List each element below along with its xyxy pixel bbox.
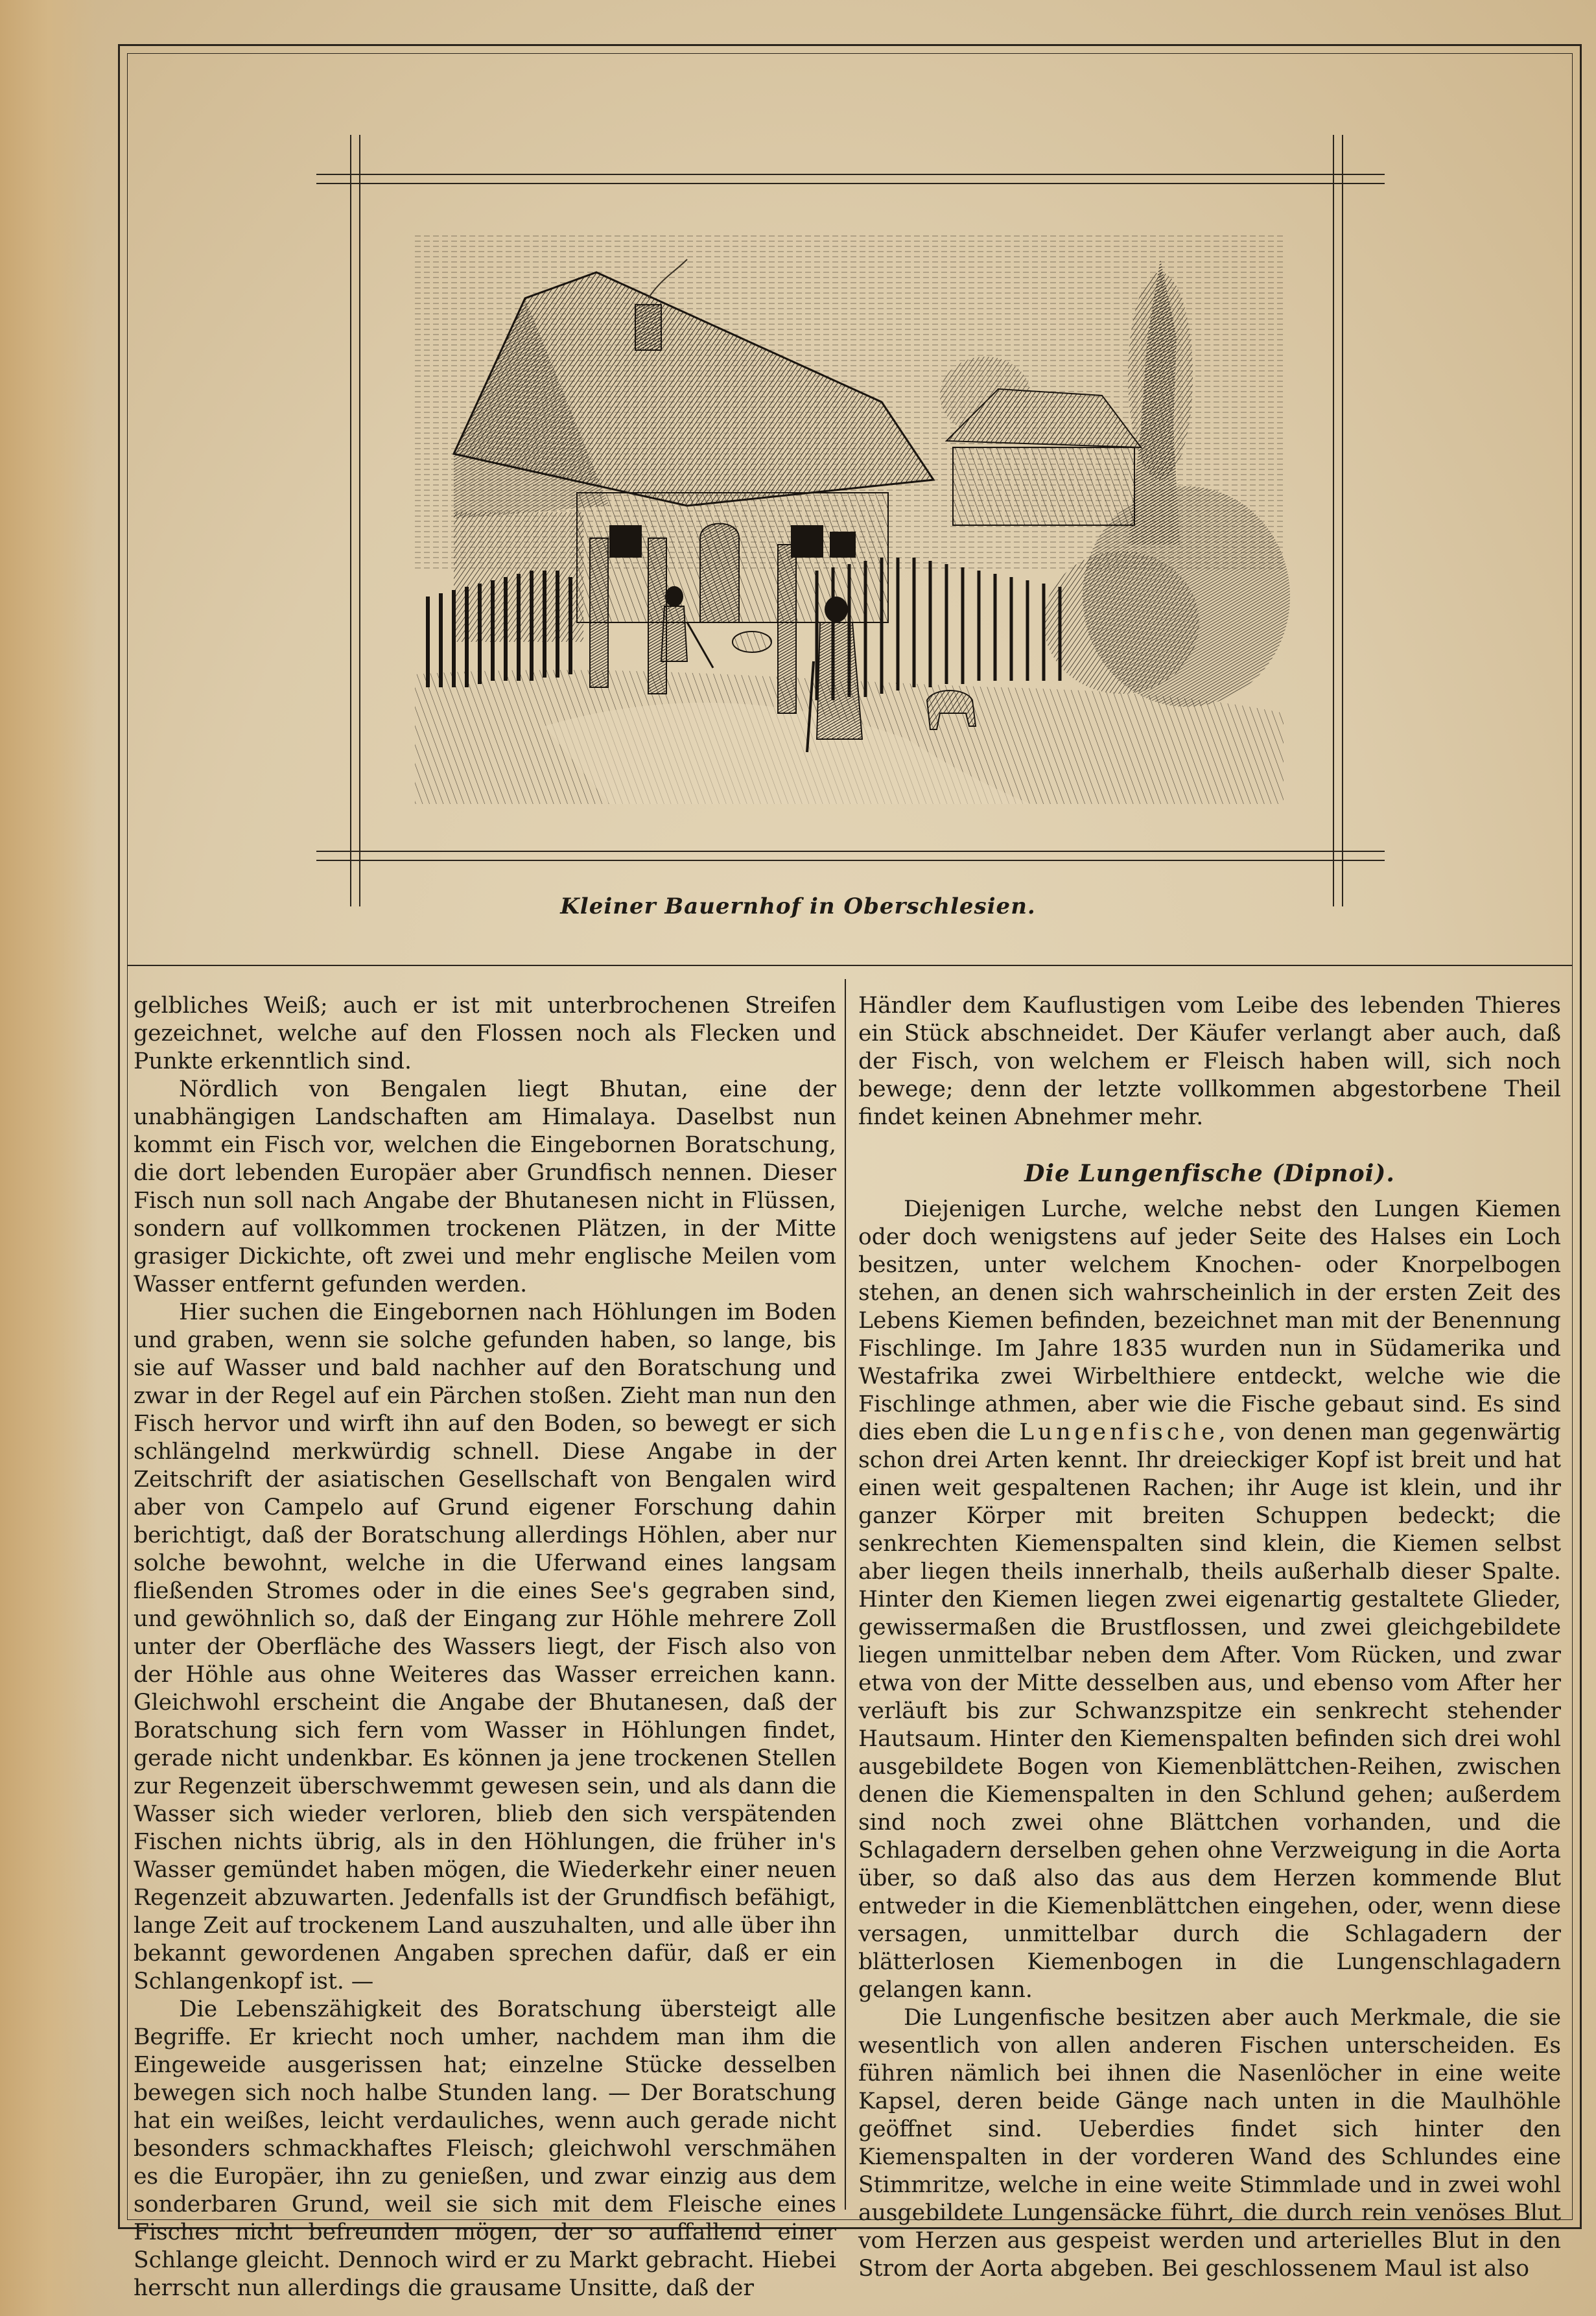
column-rule (845, 979, 846, 2210)
illustration-rule-bottom (316, 851, 1385, 852)
paragraph (858, 1196, 1561, 2004)
paragraph-text: Diejenigen Lurche, welche nebst den Lungen Kiemen oder doch wenigstens auf jeder Seite des Halses ein Loch besitzen, unter welchem Knochen- oder Knorpelbogen stehen, an denen sich wahrscheinlich in der ersten Zeit des Lebens Kiemen befinden, bezeichnet man mit der Benennung Fischlinge. Im Jahre 1835 wurden nun in Südamerika und Westafrika zwei Wirbelthiere entdeckt, welche wie die Fischlinge athmen, aber wie die Fische gebaut sind. Es sind dies eben die (858, 1196, 1561, 1445)
paragraph: gelbliches Weiß; auch er ist mit unterbrochenen Streifen gezeichnet, welche auf den Flossen noch als Flecken und Punkte erkenntlich sind. (134, 993, 836, 1074)
illustration-rule-right-2 (1342, 135, 1343, 906)
paragraph: Hier suchen die Eingebornen nach Höhlungen im Boden und graben, wenn sie solche gefunden haben, so lange, bis sie auf Wasser und bald nachher auf den Boratschung und zwar in der Regel auf ein Pärchen stoßen. Zieht man nun den Fisch hervor und wirft ihn auf den Boden, so bewegt er sich schlängelnd merkwürdig schnell. Diese Angabe in der Zeitschrift der asiatischen Gesellschaft von Bengalen wird aber von Campelo auf Grund eigener Forschung dahin berichtigt, daß der Boratschung allerdings Höhlen, aber nur solche bewohnt, welche in die Uferwand eines langsam fließenden Stromes oder in die eines See's gegraben sind, und gewöhnlich so, daß der Eingang zur Höhle mehrere Zoll unter der Oberfläche des Wassers liegt, der Fisch also von der Höhle aus ohne Weiteres das Wasser erreichen kann. Gleichwohl erscheint die Angabe der Bhutanesen, daß der Boratschung sich fern vom Wasser in Höhlungen findet, gerade nicht undenkbar. Es können ja jene trockenen Stellen zur Regenzeit überschwemmt gewesen sein, und als dann die Wasser sich wieder verloren, blieb den sich verspätenden Fischen nichts übrig, als in den Höhlungen, die früher in's Wasser gemündet haben mögen, die Wiederkehr einer neuen Regenzeit abzuwarten. Jedenfalls ist der Grundfisch befähigt, lange Zeit auf trockenem Land auszuhalten, und alle über ihn bekannt gewordenen Angaben sprechen dafür, daß er ein Schlangenkopf ist. — (134, 1299, 836, 1994)
paragraph: Die Lebenszähigkeit des Boratschung übersteigt alle Begriffe. Er kriecht noch umher, nachdem man ihm die Eingeweide ausgerissen hat; einzelne Stücke desselben bewegen sich noch halbe Stunden lang. — Der Boratschung hat ein weißes, leicht verdauliches, wenn auch gerade nicht besonders schmackhaftes Fleisch; gleichwohl verschmähen es die Europäer, ihn zu genießen, und zwar einzig aus dem sonderbaren Grund, weil sie sich mit dem Fleische eines Fisches nicht befreunden mögen, der so auffallend einer Schlange gleicht. Dennoch wird er zu Markt gebracht. Hiebei herrscht nun allerdings die grausame Unsitte, daß der (134, 1996, 836, 2301)
paragraph: Händler dem Kauflustigen vom Leibe des lebenden Thieres ein Stück abschneidet. Der Käufer verlangt aber auch, daß der Fisch, von welchem er Fleisch haben will, sich noch bewege; denn der letzte vollkommen abgestorbene Theil findet keinen Abnehmer mehr. (858, 993, 1561, 1130)
paragraph: Nördlich von Bengalen liegt Bhutan, eine der unabhängigen Landschaften am Himalaya. Daselbst nun kommt ein Fisch vor, welchen die Eingebornen Boratschung, die dort lebenden Europäer aber Grundfisch nennen. Dieser Fisch nun soll nach Angabe der Bhutanesen nicht in Flüssen, sondern auf vollkommen trockenen Plätzen, in der Mitte grasiger Dickichte, oft zwei und mehr englische Meilen vom Wasser entfernt gefunden werden. (134, 1076, 836, 1297)
farmhouse-engraving (415, 233, 1284, 804)
left-column (134, 992, 836, 2301)
illustration-rule-left-2 (359, 135, 360, 906)
illustration-rule-top (316, 174, 1385, 175)
right-column (858, 992, 1561, 2282)
paragraph-text: , von denen man gegenwärtig schon drei Arten kennt. Ihr dreieckiger Kopf ist breit und hat einen weit gespaltenen Rachen; ihr Auge ist klein, und ihr ganzer Körper mit breiten Schuppen bedeckt; die senkrechten Kiemenspalten sind klein, die Kiemen selbst aber liegen theils innerhalb, theils außerhalb dieser Spalte. Hinter den Kiemen liegen zwei eigenartig gestaltete Glieder, gewissermaßen die Brustflossen, und zwei gleichgebildete liegen unmittelbar neben dem After. Vom Rücken, und zwar etwa von der Mitte desselben aus, und ebenso vom After her verläuft bis zur Schwanzspitze ein senkrecht stehender Hautsaum. Hinter den Kiemenspalten befinden sich drei wohl ausgebildete Bogen von Kiemenblättchen-Reihen, zwischen denen die Kiemenspalten in den Schlund gehen; außerdem sind noch zwei ohne Blättchen vorhanden, und die Schlagadern derselben gehen ohne Verzweigung in die Aorta über, so daß also das aus dem Herzen kommende Blut entweder in die Kiemenblättchen eingehen, oder, wenn diese versagen, unmittelbar durch die Schlagadern der blätterlosen Kiemenbogen in die Lungenschlagadern gelangen kann. (858, 1419, 1561, 2003)
illustration-rule-bottom-2 (316, 860, 1385, 861)
spaced-term: Lungenfische (1019, 1419, 1219, 1445)
paragraph: Die Lungenfische besitzen aber auch Merkmale, die sie wesentlich von allen anderen Fischen unterscheiden. Es führen nämlich bei ihnen die Nasenlöcher in eine weite Kapsel, deren beide Gänge nach unten in die Maulhöhle geöffnet sind. Ueberdies findet sich hinter den Kiemenspalten in der vorderen Wand des Schlundes eine Stimmritze, welche in eine weite Stimmlade und in zwei wohl ausgebildete Lungensäcke führt, die durch rein venöses Blut vom Herzen aus gespeist werden und arterielles Blut in den Strom der Aorta abgeben. Bei geschlossenem Maul ist also (858, 2005, 1561, 2282)
illustration-caption: Kleiner Bauernhof in Oberschlesien. (560, 893, 1036, 919)
illustration-rule-right (1333, 135, 1334, 906)
page-edge-stain (0, 0, 97, 2316)
illustration-rule-top-2 (316, 183, 1385, 184)
section-heading: Die Lungenfische (Dipnoi). (1024, 1160, 1395, 1187)
section-divider (127, 965, 1573, 966)
illustration-rule-left (350, 135, 351, 906)
